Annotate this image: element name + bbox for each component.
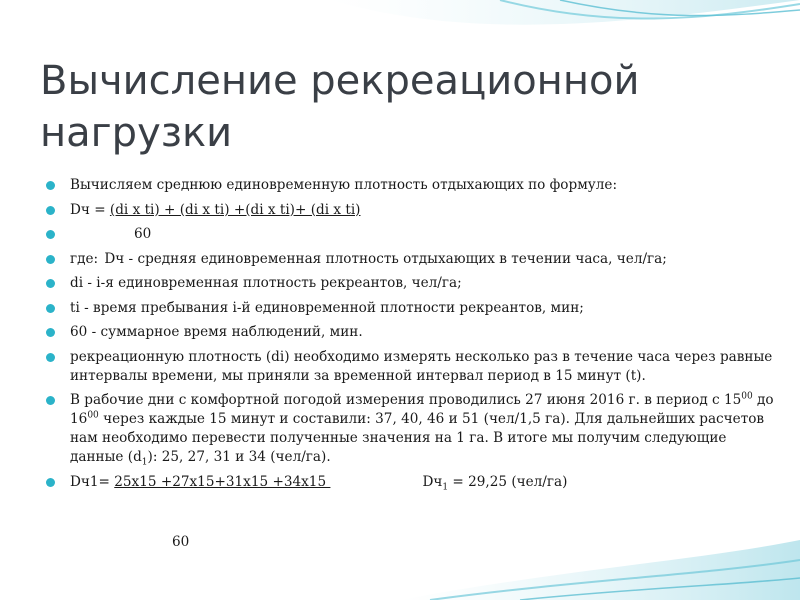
bullet-icon — [46, 279, 55, 288]
formula-lhs: Dч1= — [70, 473, 115, 490]
bullet-icon — [46, 328, 55, 337]
slide-title: Вычисление рекреационной нагрузки — [40, 58, 640, 156]
list-item — [46, 473, 776, 492]
item-text: ): 25, 27, 31 и 34 (чел/га). — [147, 449, 331, 465]
list-item — [46, 348, 776, 386]
list-item — [46, 391, 776, 467]
list-item — [46, 225, 776, 244]
item-text: рекреационную плотность (di) необходимо измерять несколько раз в течение часа через равные интервалы времени, мы приняли за временной интервал период в 15 минут (t). — [70, 348, 773, 384]
list-item — [46, 250, 776, 269]
bullet-list — [46, 176, 776, 497]
bullet-icon — [46, 230, 55, 239]
subscript: 1 — [141, 457, 148, 468]
bullet-icon — [46, 353, 55, 362]
item-text: где: — [70, 250, 99, 267]
list-item — [46, 176, 776, 195]
bullet-icon — [46, 396, 55, 405]
formula-lhs: Dч = — [70, 201, 110, 218]
subscript: 1 — [442, 482, 449, 493]
superscript: 00 — [741, 391, 753, 402]
formula-result: = 29,25 (чел/га) — [448, 473, 568, 490]
item-text: Вычисляем среднюю единовременную плотность отдыхающих по формуле: — [70, 177, 618, 193]
item-text: ti - время пребывания i-й единовременной плотности рекреантов, мин; — [70, 299, 584, 316]
superscript: 00 — [87, 410, 99, 421]
list-item — [46, 201, 776, 220]
list-item — [46, 323, 776, 342]
formula-numerator: 25x15 +27x15+31x15 +34x15 — [114, 473, 331, 490]
item-text: до 16 — [70, 392, 774, 427]
item-text: di - i-я единовременная плотность рекреантов, чел/га; — [70, 275, 462, 291]
bullet-icon — [46, 478, 55, 487]
bullet-icon — [46, 255, 55, 264]
bullet-icon — [46, 181, 55, 190]
bullet-icon — [46, 206, 55, 215]
item-text: Dч - средняя единовременная плотность отдыхающих в течении часа, чел/га; — [104, 250, 667, 267]
item-text: через каждые 15 минут и составили: 37, 40, 46 и 51 (чел/1,5 га). Для дальнейших расчетов нам необходимо перевести полученные значения на 1 га. В итоге мы получим следующие данные (d — [70, 411, 765, 465]
item-text: 60 - суммарное время наблюдений, мин. — [70, 324, 363, 340]
item-text: В рабочие дни с комфортной погодой измерения проводились 27 июня 2016 г. в период с 15 — [70, 392, 742, 408]
bullet-icon — [46, 304, 55, 313]
formula-denominator: 60 — [134, 226, 152, 242]
formula-numerator: (di x ti) + (di x ti) +(di x ti)+ (di x ti) — [109, 201, 361, 218]
list-item — [46, 299, 776, 318]
list-item — [46, 274, 776, 293]
formula-result-label: Dч — [422, 473, 443, 490]
formula-denominator: 60 — [172, 534, 190, 550]
